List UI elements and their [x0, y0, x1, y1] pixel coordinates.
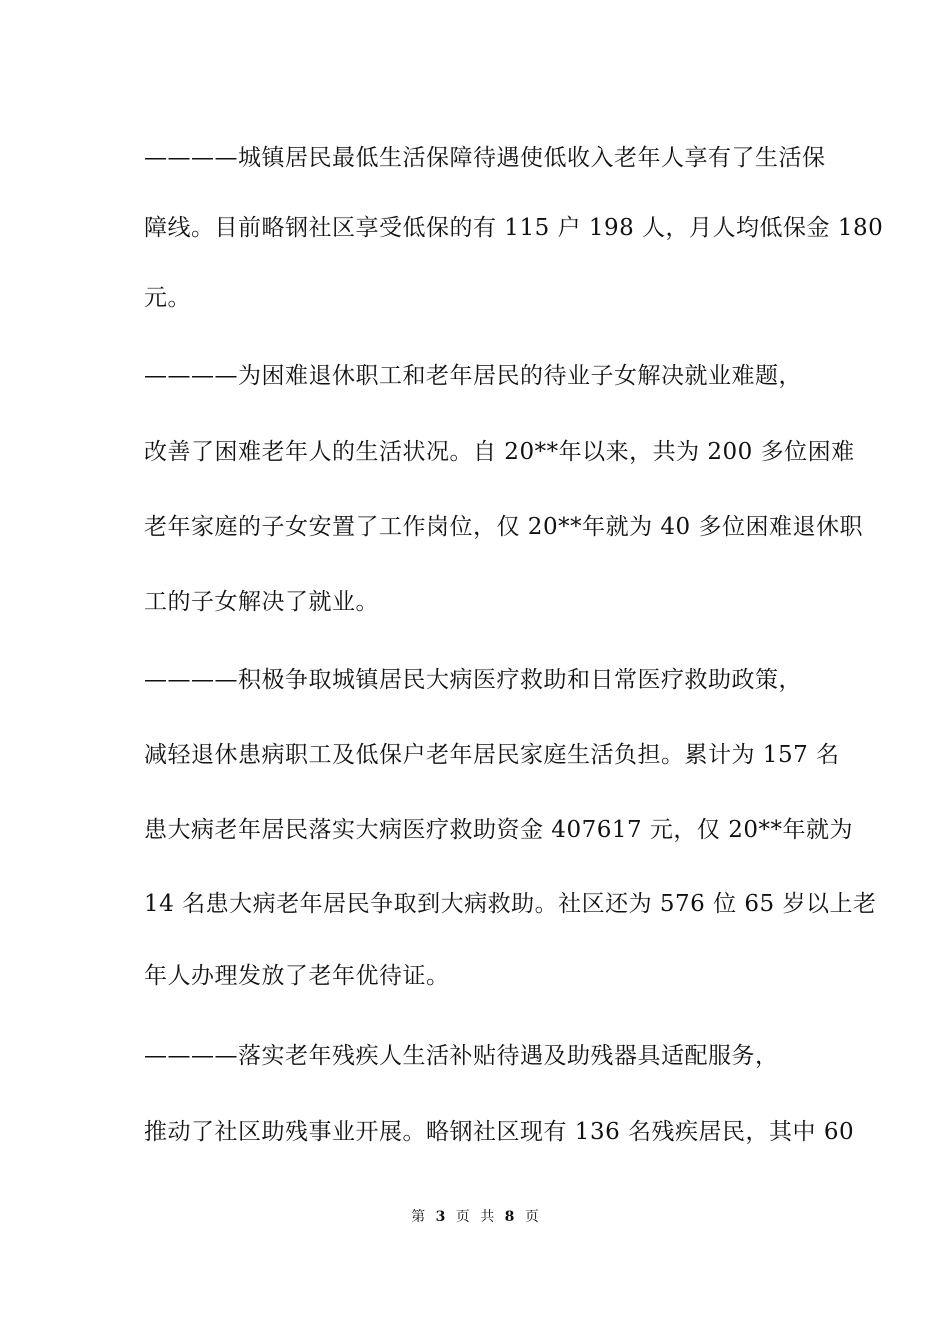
text-line: ————城镇居民最低生活保障待遇使低收入老年人享有了生活保	[144, 145, 826, 171]
text-line: 减轻退休患病职工及低保户老年居民家庭生活负担。累计为 157 名	[144, 742, 840, 768]
footer-prefix: 第	[411, 1209, 426, 1225]
current-page-number: 3	[435, 1209, 446, 1225]
text-line: 改善了困难老年人的生活状况。自 20**年以来，共为 200 多位困难	[144, 439, 855, 465]
text-line: 14 名患大病老年居民争取到大病救助。社区还为 576 位 65 岁以上老	[144, 891, 877, 917]
text-line: ————积极争取城镇居民大病医疗救助和日常医疗救助政策，	[144, 667, 802, 693]
footer-total-prefix: 共	[480, 1209, 495, 1225]
text-line: 障线。目前略钢社区享受低保的有 115 户 198 人，月人均低保金 180	[144, 215, 884, 241]
footer-page-word: 页	[455, 1209, 470, 1225]
total-pages-number: 8	[504, 1209, 515, 1225]
text-line: ————为困难退休职工和老年居民的待业子女解决就业难题，	[144, 363, 802, 389]
page-footer	[0, 1208, 950, 1226]
text-line: 元。	[144, 285, 191, 311]
text-line: 老年家庭的子女安置了工作岗位，仅 20**年就为 40 多位困难退休职	[144, 514, 863, 540]
text-line: 推动了社区助残事业开展。略钢社区现有 136 名残疾居民，其中 60	[144, 1119, 855, 1145]
text-line: 年人办理发放了老年优待证。	[144, 963, 450, 989]
text-line: 患大病老年居民落实大病医疗救助资金 407617 元，仅 20**年就为	[144, 817, 853, 843]
text-line: 工的子女解决了就业。	[144, 589, 379, 615]
footer-suffix: 页	[524, 1209, 539, 1225]
text-line: ————落实老年残疾人生活补贴待遇及助残器具适配服务，	[144, 1043, 779, 1069]
